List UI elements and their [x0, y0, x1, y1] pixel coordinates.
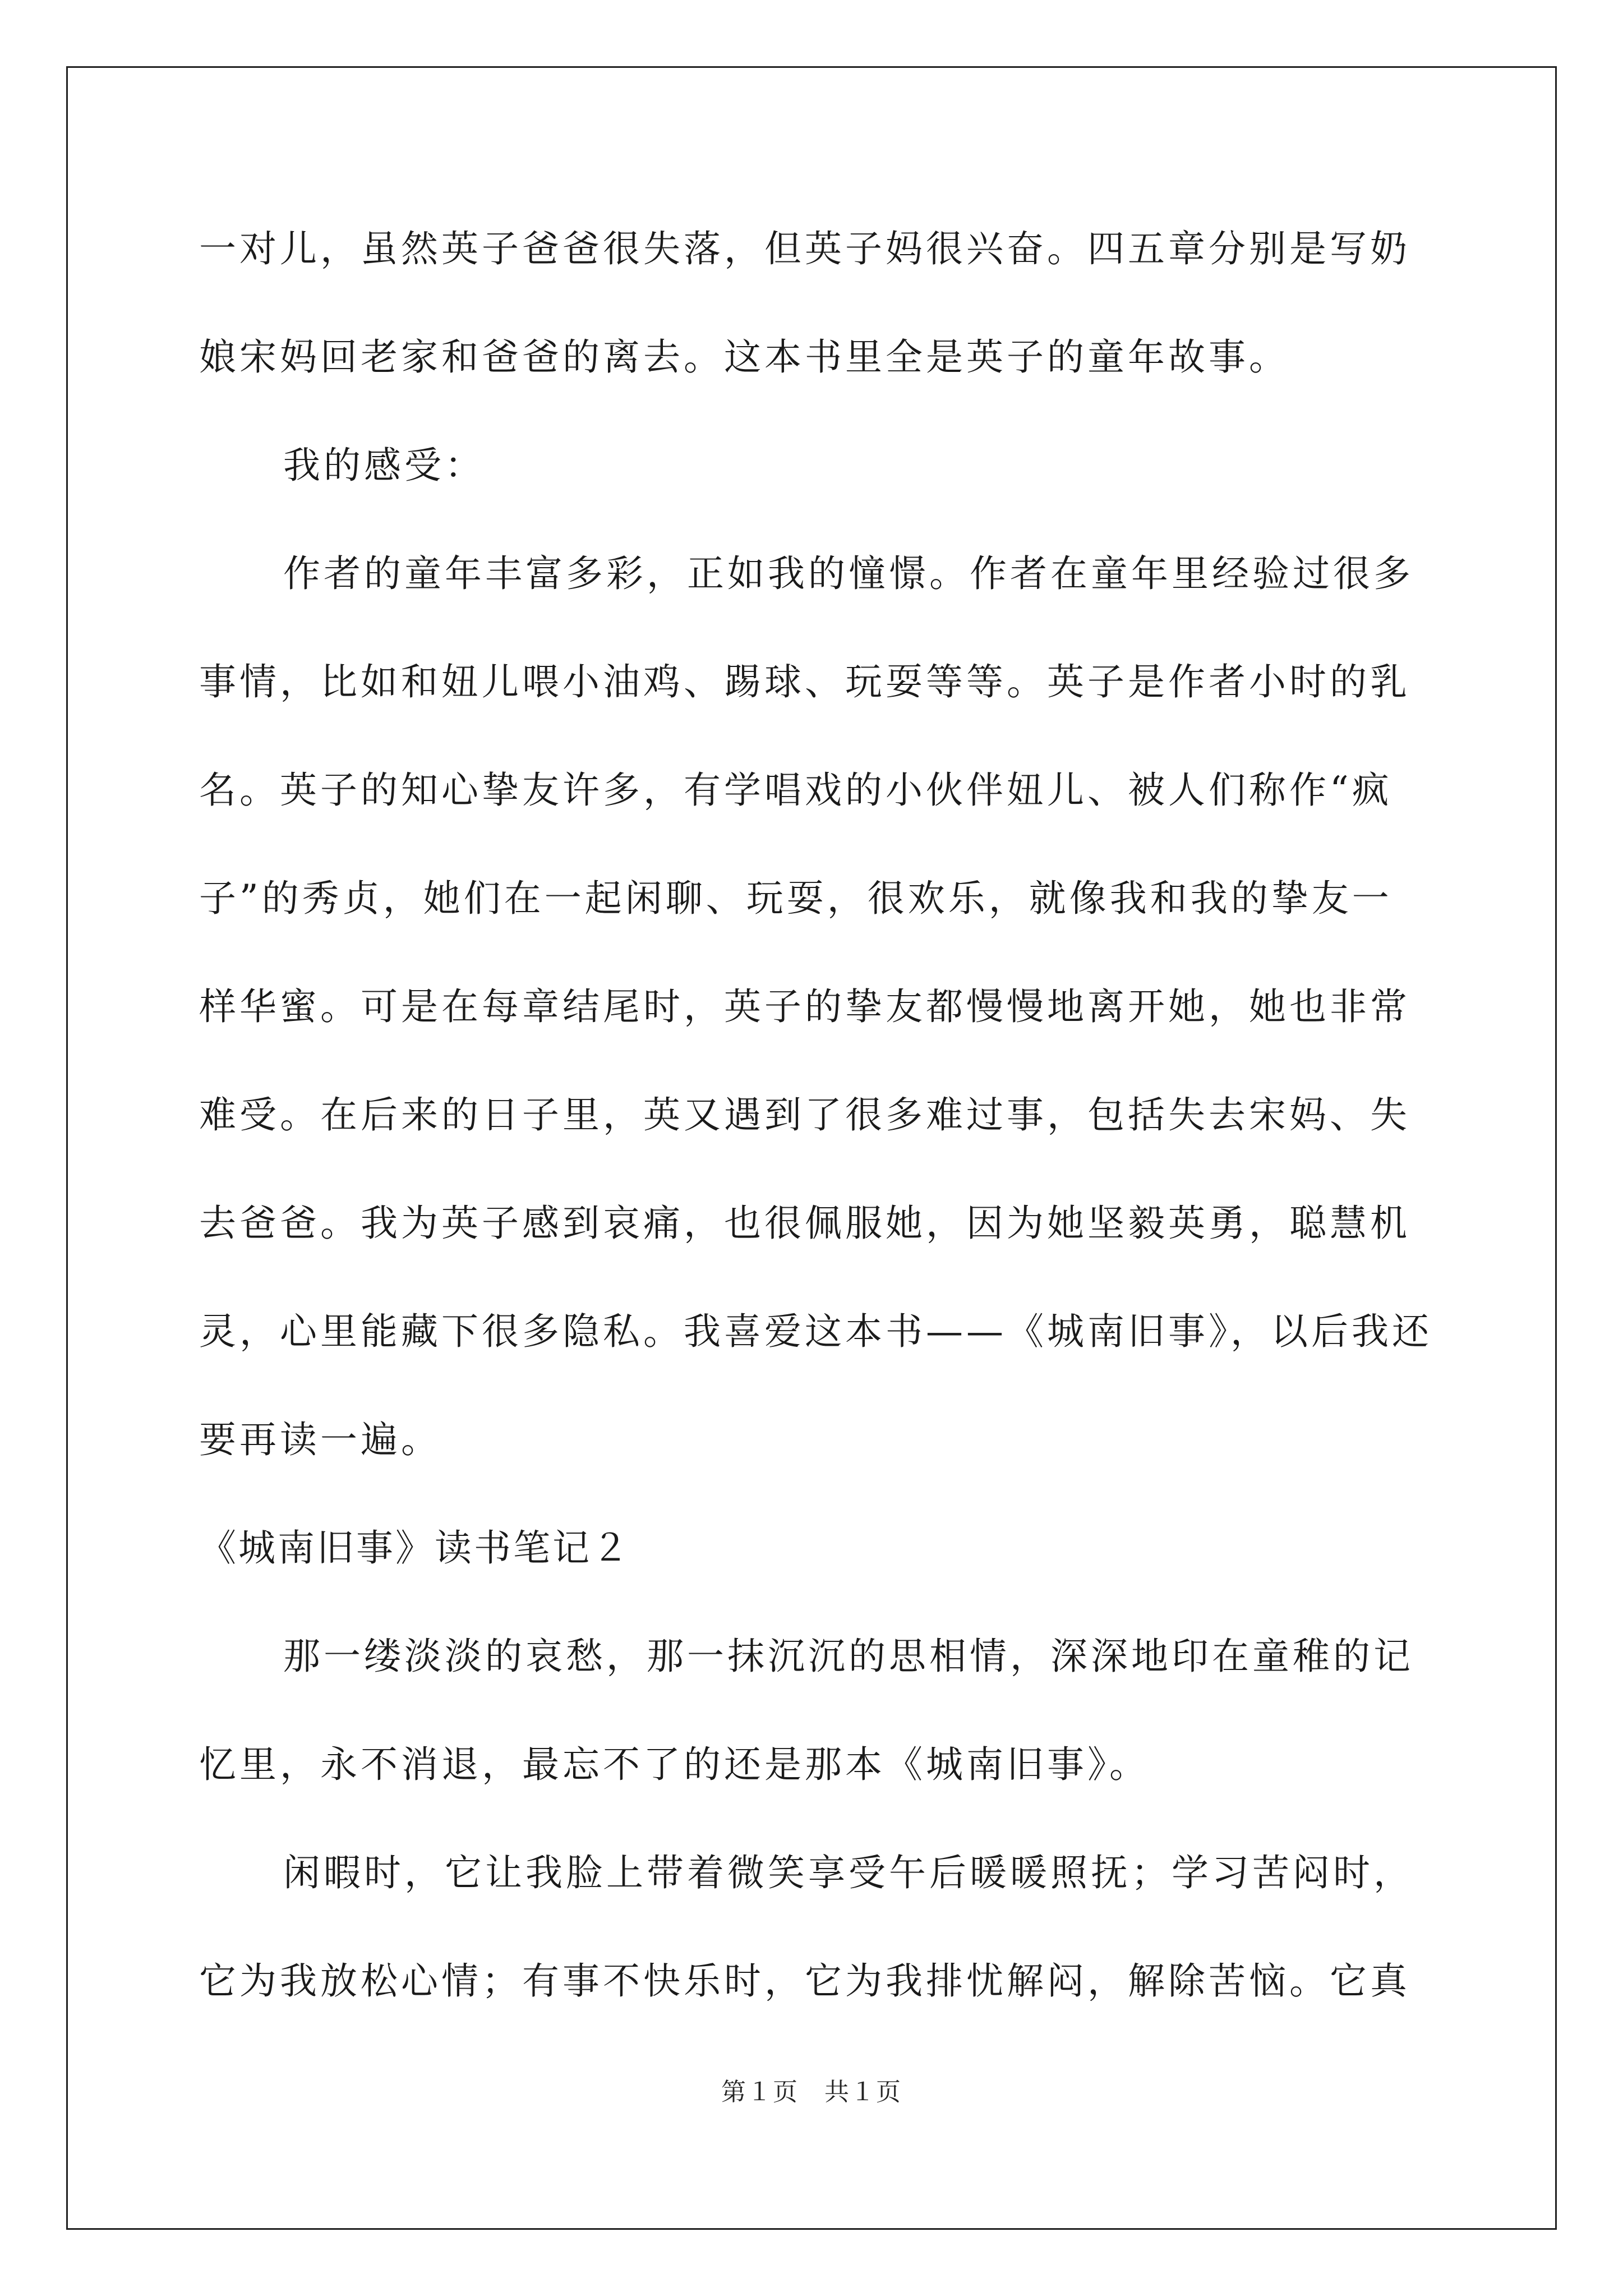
text-line: 忆里，永不消退，最忘不了的还是那本《城南旧事》。 — [199, 1743, 1150, 1786]
document-body — [199, 215, 1432, 2056]
section-label: 我的感受： — [283, 444, 485, 487]
text-line: 灵，心里能藏下很多隐私。我喜爱这本书——《城南旧事》，以后我还 — [199, 1310, 1432, 1353]
text-line: 子”的秀贞，她们在一起闲聊、玩耍，很欢乐，就像我和我的挚友一 — [199, 877, 1393, 920]
text-line: 样华蜜。可是在每章结尾时，英子的挚友都慢慢地离开她，她也非常 — [199, 985, 1410, 1028]
paragraph-start: 那一缕淡淡的哀愁，那一抹沉沉的思相情，深深地印在童稚的记 — [283, 1635, 1414, 1678]
text-line: 事情，比如和妞儿喂小油鸡、踢球、玩耍等等。英子是作者小时的乳 — [199, 660, 1410, 703]
section-heading: 《城南旧事》读书笔记２ — [199, 1526, 631, 1570]
text-line: 它为我放松心情；有事不快乐时，它为我排忧解闷，解除苦恼。它真 — [199, 1959, 1410, 2003]
page-footer: 第１页 共１页 — [721, 2078, 902, 2106]
text-line: 一对儿，虽然英子爸爸很失落，但英子妈很兴奋。四五章分别是写奶 — [199, 227, 1410, 270]
text-line: 名。英子的知心挚友许多，有学唱戏的小伙伴妞儿、被人们称作“疯 — [199, 769, 1393, 812]
paragraph-start: 作者的童年丰富多彩，正如我的憧憬。作者在童年里经验过很多 — [283, 552, 1414, 595]
text-line: 去爸爸。我为英子感到哀痛，也很佩服她，因为她坚毅英勇，聪慧机 — [199, 1202, 1410, 1245]
paragraph-start: 闲暇时，它让我脸上带着微笑享受午后暖暖照抚；学习苦闷时， — [283, 1851, 1414, 1894]
text-line: 难受。在后来的日子里，英又遇到了很多难过事，包括失去宋妈、失 — [199, 1093, 1410, 1137]
text-line: 娘宋妈回老家和爸爸的离去。这本书里全是英子的童年故事。 — [199, 335, 1289, 379]
text-line: 要再读一遍。 — [199, 1418, 441, 1461]
